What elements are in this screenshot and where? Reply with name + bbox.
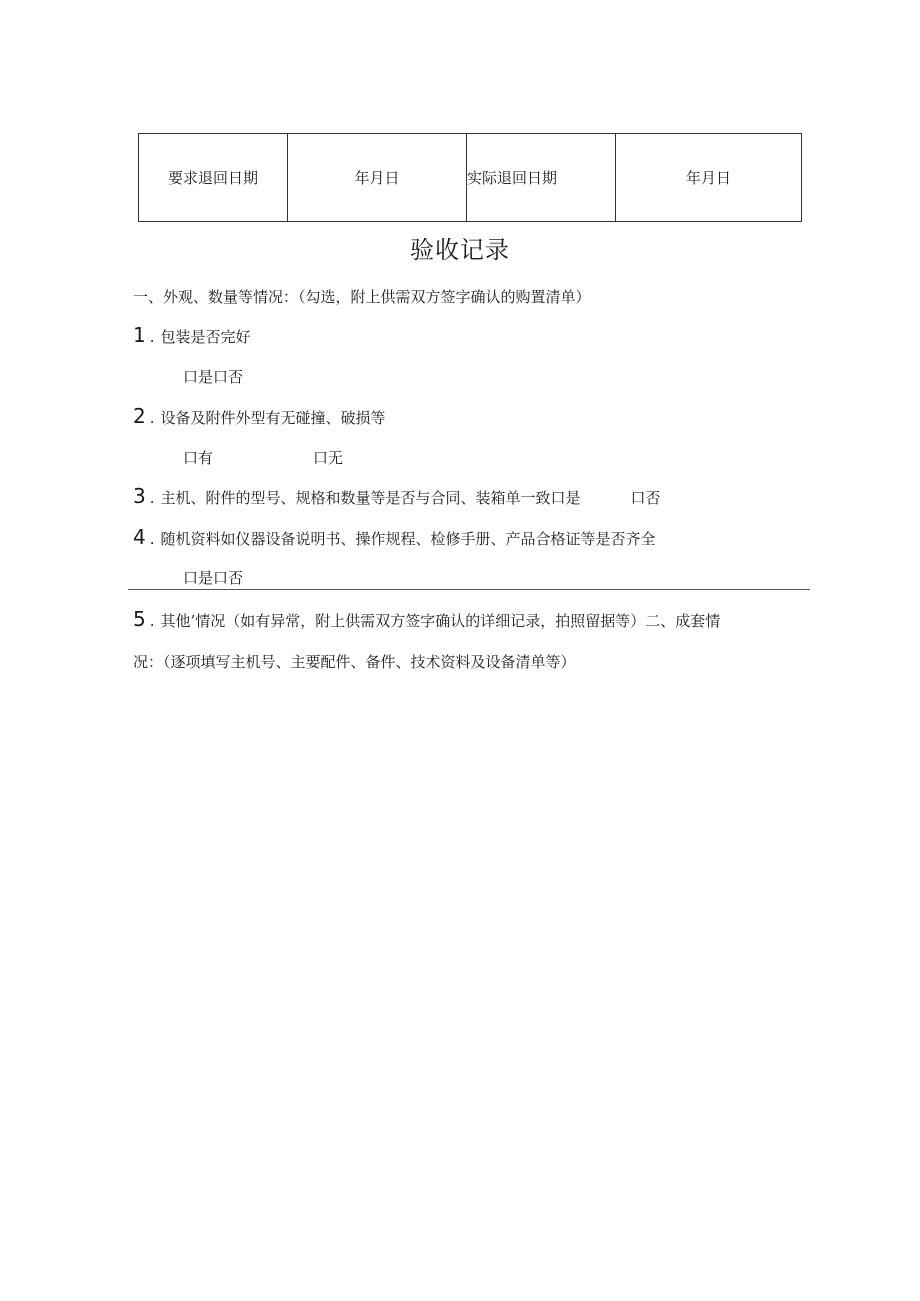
- item-5-number: 5: [133, 607, 146, 631]
- item-4: 4 . 随机资料如仪器设备说明书、操作规程、检修手册、产品合格证等是否齐全: [133, 525, 656, 549]
- page-title: 验收记录: [410, 236, 510, 264]
- required-return-date-value[interactable]: 年月日: [288, 134, 467, 222]
- item-4-text: 随机资料如仪器设备说明书、操作规程、检修手册、产品合格证等是否齐全: [160, 530, 656, 548]
- actual-return-date-label: 实际退回日期: [467, 134, 616, 222]
- item-2-number: 2: [133, 404, 146, 428]
- item-1-number: 1: [133, 323, 146, 347]
- item-1-answer[interactable]: 口是口否: [183, 368, 244, 386]
- item-4-number: 4: [133, 525, 146, 549]
- item-5-continuation: 况：（逐项填写主机号、主要配件、备件、技术资料及设备清单等）: [133, 653, 576, 671]
- item-2-option-no[interactable]: 口无: [313, 449, 344, 467]
- item-2-text: 设备及附件外型有无碰撞、破损等: [160, 409, 386, 427]
- actual-return-date-value[interactable]: 年月日: [616, 134, 802, 222]
- item-3-text: 主机、附件的型号、规格和数量等是否与合同、装箱单一致口是: [160, 489, 581, 507]
- item-3-option-no[interactable]: 口否: [630, 489, 661, 507]
- item-5-text: 其他’情况（如有异常，附上供需双方签字确认的详细记录，拍照留据等）二、成套情: [160, 612, 721, 630]
- divider: [128, 589, 810, 590]
- item-1: 1 . 包装是否完好: [133, 323, 251, 347]
- item-3-number: 3: [133, 484, 146, 508]
- return-date-table: [138, 133, 802, 222]
- item-3: 3 . 主机、附件的型号、规格和数量等是否与合同、装箱单一致口是 口否: [133, 484, 661, 508]
- section-one-heading: 一、外观、数量等情况：（勾选，附上供需双方签字确认的购置清单）: [133, 288, 591, 306]
- item-2: 2 . 设备及附件外型有无碰撞、破损等: [133, 404, 386, 428]
- item-2-options: [183, 447, 343, 468]
- item-1-text: 包装是否完好: [160, 328, 251, 346]
- required-return-date-label: 要求退回日期: [139, 134, 288, 222]
- item-4-answer[interactable]: 口是口否: [183, 569, 244, 587]
- item-2-option-yes[interactable]: 口有: [183, 449, 214, 467]
- item-5: 5 . 其他’情况（如有异常，附上供需双方签字确认的详细记录，拍照留据等）二、成套情: [133, 607, 721, 631]
